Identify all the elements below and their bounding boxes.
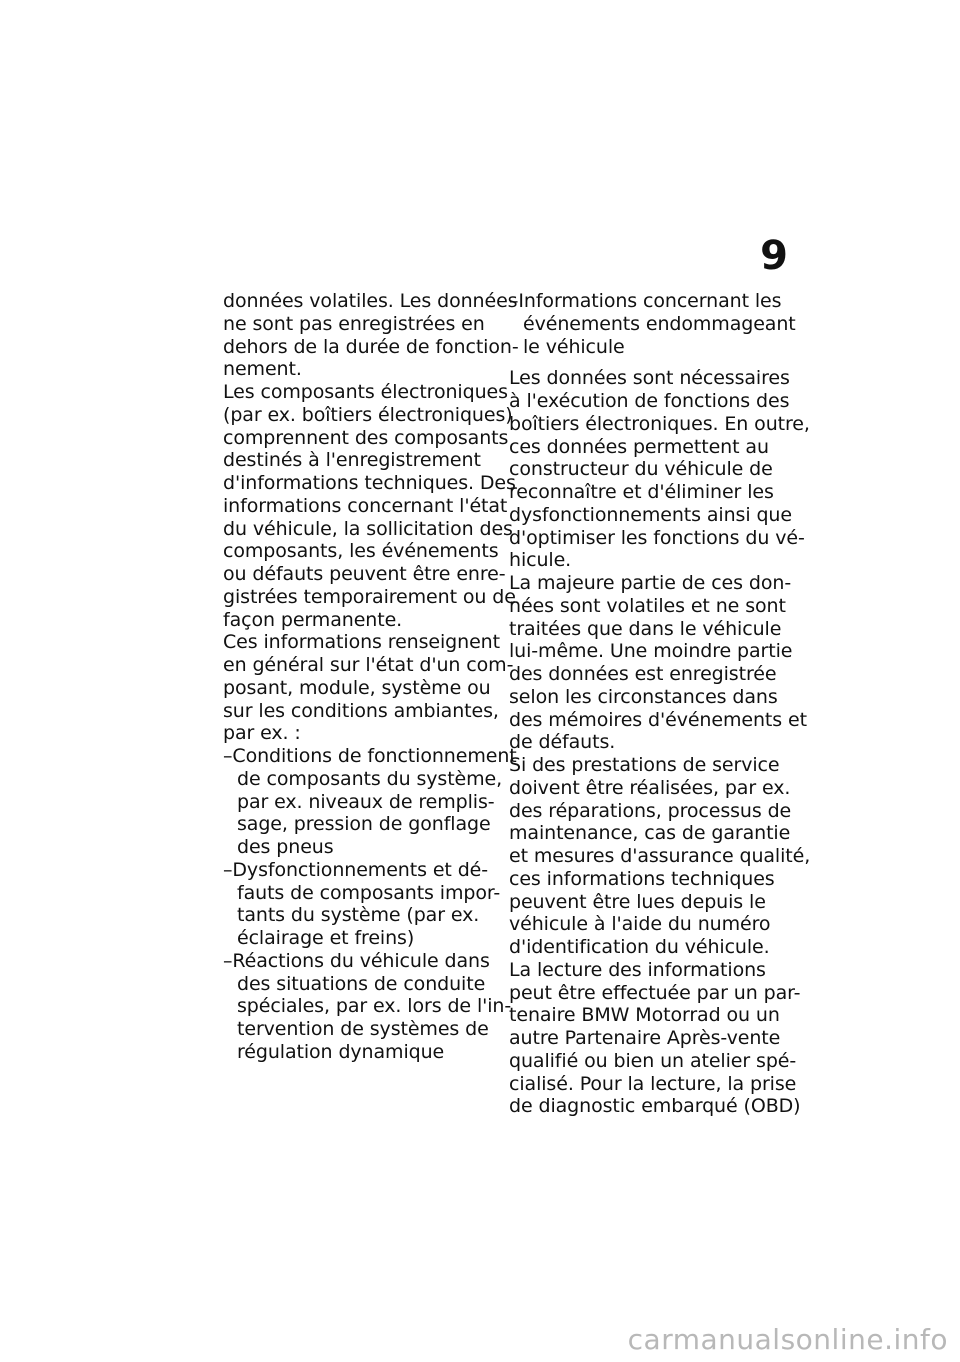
text-line: boîtiers électroniques. En outre, xyxy=(509,412,810,435)
text-line: dehors de la durée de fonction- xyxy=(223,335,519,358)
watermark: carmanualsonline.info xyxy=(627,1323,948,1356)
text-line: maintenance, cas de garantie xyxy=(509,822,791,845)
list-item-continuation: régulation dynamique xyxy=(237,1040,445,1063)
text-line: (par ex. boîtiers électroniques) xyxy=(223,403,513,426)
list-item-continuation: des situations de conduite xyxy=(237,972,486,995)
page-number: 9 xyxy=(760,233,788,279)
text-line: données volatiles. Les données xyxy=(223,290,518,312)
list-item-continuation: spéciales, par ex. lors de l'in- xyxy=(237,995,512,1018)
text-line: posant, module, système ou xyxy=(223,676,491,699)
text-line: nées sont volatiles et ne sont xyxy=(509,594,786,617)
text-line: à l'exécution de fonctions des xyxy=(509,390,790,412)
text-line: gistrées temporairement ou de xyxy=(223,585,516,608)
text-line: et mesures d'assurance qualité, xyxy=(509,845,811,867)
text-line: qualifié ou bien un atelier spé- xyxy=(509,1049,797,1072)
list-item-continuation: tants du système (par ex. xyxy=(237,904,480,927)
text-line: dysfonctionnements ainsi que xyxy=(509,503,792,526)
text-line: d'informations techniques. Des xyxy=(223,472,516,494)
text-line: Ces informations renseignent xyxy=(223,631,500,654)
text-line: ces informations techniques xyxy=(509,867,775,890)
list-item-continuation: de composants du système, xyxy=(237,767,503,790)
text-line: façon permanente. xyxy=(223,608,403,631)
text-line: informations concernant l'état xyxy=(223,494,508,517)
text-line: de diagnostic embarqué (OBD) xyxy=(509,1095,801,1118)
text-line: lui-même. Une moindre partie xyxy=(509,640,793,663)
list-item-continuation: sage, pression de gonflage xyxy=(237,813,491,836)
text-line: cialisé. Pour la lecture, la prise xyxy=(509,1072,797,1095)
text-line: constructeur du véhicule de xyxy=(509,458,773,481)
text-line: ces données permettent au xyxy=(509,435,769,458)
left-text-column xyxy=(223,290,519,1064)
text-line: Les données sont nécessaires xyxy=(509,367,790,390)
text-line: autre Partenaire Après-vente xyxy=(509,1027,781,1049)
text-line: reconnaître et d'éliminer les xyxy=(509,481,774,503)
list-item-continuation: le véhicule xyxy=(523,335,625,358)
text-line: de défauts. xyxy=(509,731,616,754)
text-line: composants, les événements xyxy=(223,540,499,563)
list-item: –Informations concernant les xyxy=(509,290,782,312)
text-line: sur les conditions ambiantes, xyxy=(223,699,499,722)
text-line: hicule. xyxy=(509,549,572,572)
text-line: doivent être réalisées, par ex. xyxy=(509,776,791,799)
list-item: –Conditions de fonctionnement xyxy=(223,745,517,767)
text-line: comprennent des composants xyxy=(223,426,509,449)
text-line: d'identification du véhicule. xyxy=(509,936,770,958)
list-item-continuation: événements endommageant xyxy=(523,312,796,335)
text-line: Si des prestations de service xyxy=(509,754,780,776)
text-line: tenaire BMW Motorrad ou un xyxy=(509,1004,780,1027)
text-line: ne sont pas enregistrées en xyxy=(223,312,485,335)
text-line: nement. xyxy=(223,358,302,381)
text-line: peuvent être lues depuis le xyxy=(509,890,766,913)
text-line: des réparations, processus de xyxy=(509,799,792,822)
list-item-continuation: des pneus xyxy=(237,836,334,858)
list-item: –Réactions du véhicule dans xyxy=(223,949,490,972)
text-line: Les composants électroniques xyxy=(223,381,508,403)
list-item-continuation: fauts de composants impor- xyxy=(237,881,501,904)
right-text-column xyxy=(509,290,811,1118)
list-item-continuation: éclairage et freins) xyxy=(237,927,415,949)
text-line: destinés à l'enregistrement xyxy=(223,449,481,472)
text-line: traitées que dans le véhicule xyxy=(509,617,782,640)
text-line: d'optimiser les fonctions du vé- xyxy=(509,526,805,549)
text-line: par ex. : xyxy=(223,722,301,745)
paragraph-gap xyxy=(509,358,784,367)
text-line: des mémoires d'événements et xyxy=(509,708,807,731)
text-line: véhicule à l'aide du numéro xyxy=(509,913,771,936)
text-line: La lecture des informations xyxy=(509,958,766,981)
text-line: en général sur l'état d'un com- xyxy=(223,654,514,676)
text-line: peut être effectuée par un par- xyxy=(509,981,801,1004)
text-line: du véhicule, la sollicitation des xyxy=(223,517,513,540)
list-item-continuation: par ex. niveaux de remplis- xyxy=(237,790,495,813)
list-item: –Dysfonctionnements et dé- xyxy=(223,858,489,881)
text-line: selon les circonstances dans xyxy=(509,685,778,708)
text-line: des données est enregistrée xyxy=(509,663,777,685)
list-item-continuation: tervention de systèmes de xyxy=(237,1018,489,1040)
text-line: ou défauts peuvent être enre- xyxy=(223,563,506,585)
text-line: La majeure partie de ces don- xyxy=(509,572,792,594)
